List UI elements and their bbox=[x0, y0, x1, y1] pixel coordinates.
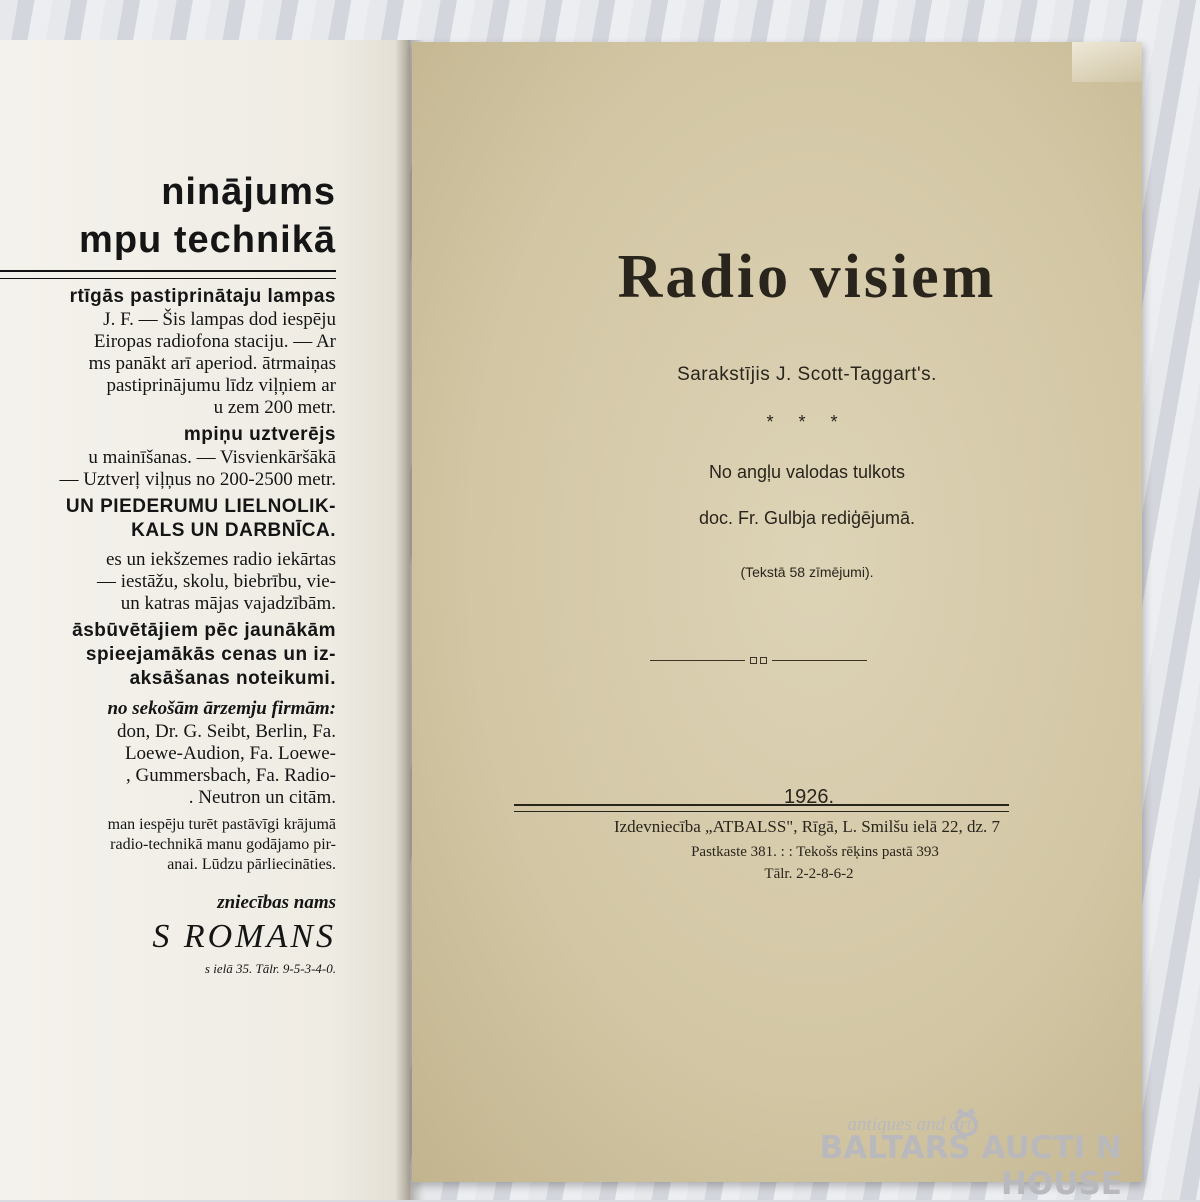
asterism: * * * bbox=[766, 412, 848, 432]
phone-line: Tālr. 2-2-8-6-2 bbox=[764, 866, 854, 882]
watermark-name: BALTARS AUCTI N HOUSE bbox=[819, 1130, 1122, 1202]
ad-para1-line: J. F. — Šis lampas dod iespēju bbox=[103, 309, 336, 330]
right-page-title-page bbox=[412, 42, 1142, 1182]
watermark bbox=[722, 1114, 1122, 1202]
watermark-tagline: antiques and art bbox=[847, 1114, 972, 1135]
ad-para4-line: , Gummersbach, Fa. Radio- bbox=[125, 765, 336, 786]
ad-house-name: S ROMANS bbox=[152, 918, 336, 955]
ad-para2-line: — Uztverļ viļņus no 200-2500 metr. bbox=[59, 469, 336, 490]
ad-heading-3: KALS UN DARBNĪCA. bbox=[131, 520, 336, 541]
translation-note: No angļu valodas tulkots bbox=[708, 462, 906, 482]
postbox-line: Pastkaste 381. : : Tekošs rēķins pastā 393 bbox=[691, 844, 939, 860]
ad-para4-line: Loewe-Audion, Fa. Loewe- bbox=[124, 743, 336, 764]
advertisement-text bbox=[0, 168, 336, 977]
ad-para5-line: anai. Lūdzu pārliecināties. bbox=[167, 856, 336, 873]
ad-title-line-1: ninājums bbox=[161, 171, 336, 213]
ad-heading-3: UN PIEDERUMU LIELNOLIK- bbox=[65, 496, 336, 517]
ad-house-lead: zniecības nams bbox=[217, 892, 336, 913]
publisher-rule bbox=[514, 804, 1009, 812]
ad-para4-lead: no sekošām ārzemju firmām: bbox=[107, 698, 336, 719]
ad-para1-line: ms panākt arī aperiod. ātrmaiņas bbox=[88, 353, 336, 374]
ad-para1-line: pastiprinājumu līdz viļņiem ar bbox=[106, 375, 336, 396]
ad-para3-line: — iestāžu, skolu, biebrību, vie- bbox=[96, 571, 336, 592]
ad-rule bbox=[0, 270, 336, 279]
ad-para5-line: radio-technikā manu godājamo pir- bbox=[110, 836, 336, 853]
ad-heading-4: āsbūvētājiem pēc jaunākām bbox=[72, 620, 336, 641]
ad-para4-line: . Neutron un citām. bbox=[188, 787, 336, 808]
ad-heading-4: spieejamākās cenas un iz- bbox=[85, 644, 336, 665]
worn-corner bbox=[1072, 42, 1142, 82]
ad-para5-line: man iespēju turēt pastāvīgi krājumā bbox=[107, 816, 336, 833]
publication-year: 1926. bbox=[783, 786, 835, 808]
ornament-divider bbox=[650, 656, 870, 666]
ad-para1-line: u zem 200 metr. bbox=[213, 397, 336, 418]
editor-note: doc. Fr. Gulbja rediģējumā. bbox=[698, 508, 916, 528]
ad-para4-line: don, Dr. G. Seibt, Berlin, Fa. bbox=[116, 721, 336, 742]
left-page-back-cover bbox=[0, 40, 410, 1200]
ad-heading-2: mpiņu uztverējs bbox=[183, 424, 336, 445]
ad-para2-line: u mainīšanas. — Visvienkāršākā bbox=[88, 447, 336, 468]
crown-logo-icon bbox=[948, 1106, 984, 1136]
ad-para3-line: es un iekšzemes radio iekārtas bbox=[105, 549, 336, 570]
figures-note: (Tekstā 58 zīmējumi). bbox=[740, 564, 874, 580]
ad-para1-line: rtīgās pastiprinātaju lampas bbox=[69, 286, 336, 307]
ad-heading-4: aksāšanas noteikumi. bbox=[129, 668, 336, 689]
publisher-line: Izdevniecība „ATBALSS", Rīgā, L. Smilšu ielā 22, dz. 7 bbox=[613, 817, 1001, 836]
author-line: Sarakstījis J. Scott-Taggart's. bbox=[677, 364, 937, 385]
ad-address: s ielā 35. Tālr. 9-5-3-4-0. bbox=[204, 961, 336, 976]
ad-para1-line: Eiropas radiofona staciju. — Ar bbox=[93, 331, 336, 352]
book-title: Radio visiem bbox=[617, 243, 997, 311]
ad-para3-line: un katras mājas vajadzībām. bbox=[120, 593, 336, 614]
ad-title-line-2: mpu technikā bbox=[79, 219, 336, 261]
